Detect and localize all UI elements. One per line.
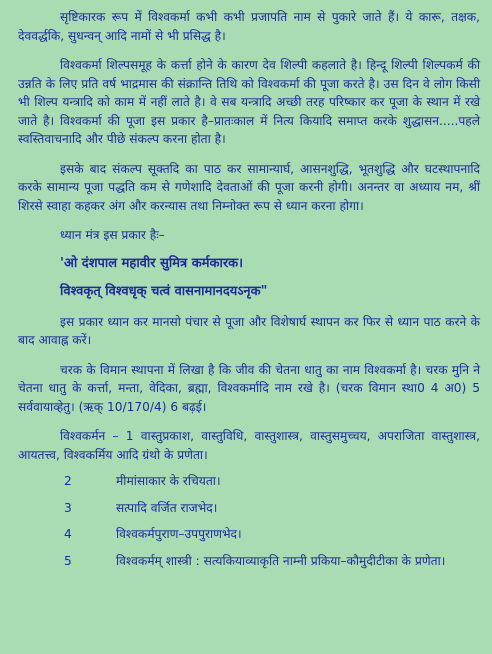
list-item-text: विश्वकर्मम् शास्त्री : सत्यकियाव्याकृति नाम्नी प्रकिया–कौमुदीटीका के प्रणेता। xyxy=(116,553,446,568)
paragraph-charak: चरक के विमान स्थापना में लिखा है कि जीव की चेतना धातु का नाम विश्वकर्मा है। चरक मुनि ने चेतना धातु के कर्त्ता, मन्ता, वेदिका, ब्रह्मा, विश्वकर्मादि नाम रखे है। (चरक विमान स्था0 4 अ0) 5 सर्ववायाव्हेतु। (ऋक् 10/170/4) 6 बढ़ई। xyxy=(18,362,480,414)
list-item-number: 5 xyxy=(64,553,72,568)
paragraph-granth: विश्वकर्मन – 1 वास्तुप्रकाश, वास्तुविधि, वास्तुशास्त्र, वास्तुसमुच्चय, अपराजिता वास्तुशास्त्र, आयतत्त्व, विश्वकर्मिय आदि ग्रंथो के प्रणेता। xyxy=(18,429,480,462)
mantra-line-1: 'ओ दंशपाल महावीर सुमित्र कर्मकारक। xyxy=(60,255,244,271)
list-item xyxy=(18,525,480,544)
paragraph-intro: सृष्टिकारक रूप में विश्वकर्मा कभी कभी प्रजापति नाम से पुकारे जाते हैं। ये कारू, तक्षक, देववर्द्धकि, सुधन्वन् आदि नामों से भी प्रसिद्ध है। xyxy=(18,10,480,43)
paragraph-sankalp: इसके बाद संकल्प सूक्तदि का पाठ कर सामान्यार्घ, आसनशुद्धि, भूतशुद्धि और घटस्थापनादि करके सामान्य पूजा पद्धति कम से गणेशादि देवताओं की पूजा करनी होगी। अनन्तर वा अध्याय नम, श्रीं शिरसे स्वाहा कहकर अंग और करन्यास तथा निम्नोक्त रूप से ध्यान करना होगा। xyxy=(18,161,480,213)
mantra-line-2: विश्वकृत् विश्वधृक् चत्वं वासनामानदयऽनृक" xyxy=(60,283,268,299)
list-item-number: 3 xyxy=(64,500,72,515)
list-item xyxy=(18,499,480,518)
list-item-number: 4 xyxy=(64,527,72,541)
list-item xyxy=(18,472,480,491)
list-item-text: मीमांसाकार के रचियता। xyxy=(116,474,221,488)
list-item-number: 2 xyxy=(64,474,72,488)
paragraph-avahan: इस प्रकार ध्यान कर मानसो पंचार से पूजा और विशेषार्घ स्थापन कर फिर से ध्यान पाठ करने के बाद आवाह्न करें। xyxy=(18,314,480,347)
numbered-list xyxy=(18,472,480,570)
paragraph-dhyan-intro: ध्यान मंत्र इस प्रकार हैः– xyxy=(60,228,165,242)
list-item xyxy=(18,552,480,571)
list-item-text: सत्पादि वर्जित राजभेद। xyxy=(116,500,218,515)
list-item-text: विश्वकर्मपुराण–उपपुराणभेद। xyxy=(116,527,242,541)
paragraph-worship: विश्वकर्मा शिल्पसमूह के कर्त्ता होने के कारण देव शिल्पी कहलाते है। हिन्दू शिल्पी शिल्पकर्म की उन्नति के लिए प्रति वर्ष भाद्रमास की संक्रान्ति तिथि को विश्वकर्मा की पूजा करते है। उस दिन वे लोग किसी भी शिल्प यन्त्रादि को काम में नहीं लाते है। वे सब यन्त्रादि अच्छी तरह परिष्कार कर पूजा के स्थान में रखे जाते है। विश्वकर्मा की पूजा इस प्रकार है–प्रातःकाल में नित्य कियादि समाप्त करके शुद्धासन.....पहले स्वस्तिवाचनादि और पीछे संकल्प करना होता है। xyxy=(18,58,480,146)
